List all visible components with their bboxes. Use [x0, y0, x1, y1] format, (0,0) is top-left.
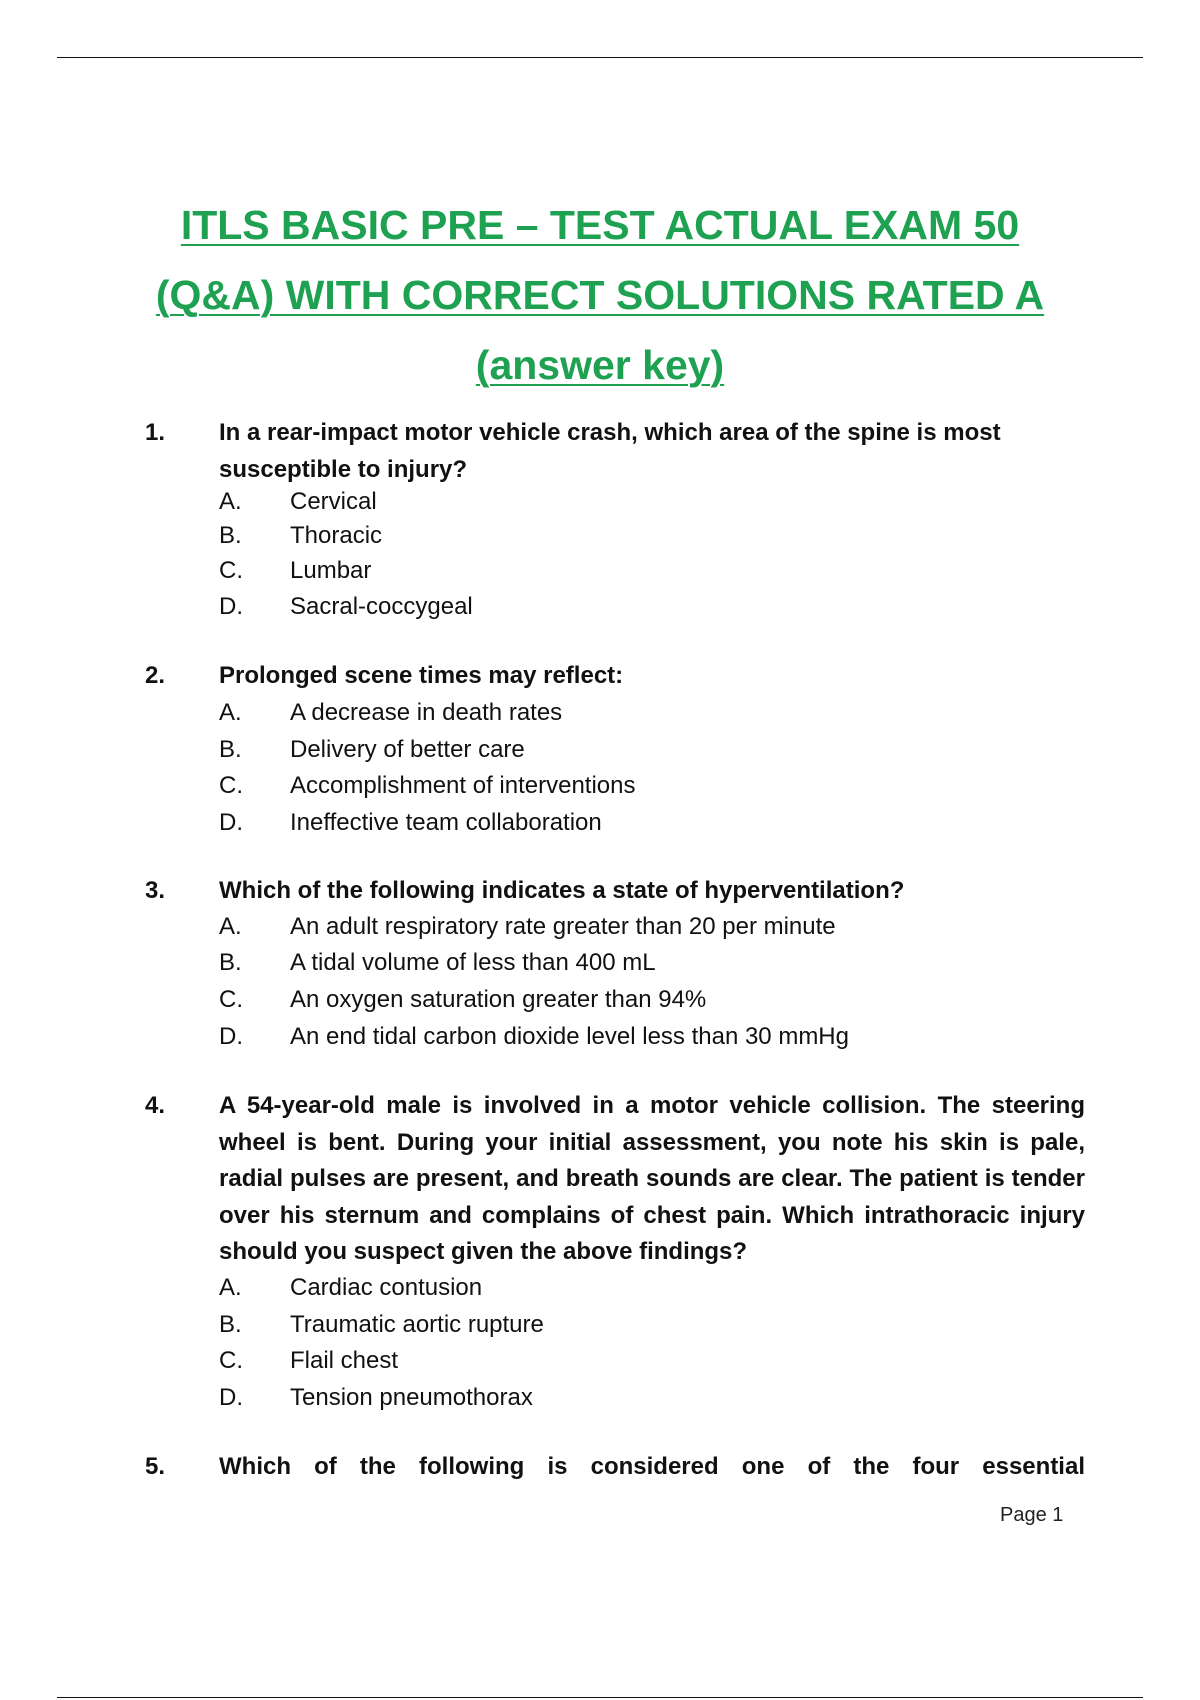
option-text: A decrease in death rates [290, 699, 563, 726]
option-letter: C. [219, 557, 243, 584]
option-d [0, 1019, 1200, 1055]
title-line-3: (answer key) [475, 342, 725, 388]
option-text: A tidal volume of less than 400 mL [290, 949, 656, 976]
option-text: Delivery of better care [290, 736, 525, 763]
option-text: Lumbar [290, 557, 372, 584]
option-text: Tension pneumothorax [290, 1384, 533, 1411]
option-text: Ineffective team collaboration [290, 809, 602, 836]
footer-rule [57, 1697, 1143, 1698]
page-number: Page 1 [1000, 1504, 1064, 1526]
option-text: Flail chest [290, 1347, 399, 1374]
option-a [0, 484, 1200, 520]
option-text: An adult respiratory rate greater than 20 per minute [290, 913, 836, 940]
option-a [0, 909, 1200, 945]
option-letter: B. [219, 1311, 242, 1338]
option-letter: D. [219, 1023, 243, 1050]
title-line-1: ITLS BASIC PRE – TEST ACTUAL EXAM 50 [180, 202, 1020, 248]
option-letter: A. [219, 913, 242, 940]
option-b [0, 732, 1200, 768]
option-letter: A. [219, 1274, 242, 1301]
option-text: Sacral-coccygeal [290, 593, 473, 620]
title-line-2: (Q&A) WITH CORRECT SOLUTIONS RATED A [155, 272, 1045, 318]
option-letter: C. [219, 986, 243, 1013]
question-number: 5. [145, 1453, 166, 1480]
option-letter: B. [219, 736, 242, 763]
question-text: Which of the following indicates a state of hyperventilation? [219, 877, 905, 904]
question-text: Which of the following is considered one of the four essential [219, 1453, 1085, 1480]
option-a [0, 1270, 1200, 1306]
question-number: 3. [145, 877, 166, 904]
option-c [0, 982, 1200, 1018]
option-c [0, 1343, 1200, 1379]
question-number: 4. [145, 1092, 166, 1119]
question-text: In a rear-impact motor vehicle crash, which area of the spine is most susceptible to injury? [219, 419, 1001, 483]
option-text: An end tidal carbon dioxide level less than 30 mmHg [290, 1023, 849, 1050]
option-letter: D. [219, 1384, 243, 1411]
option-text: Accomplishment of interventions [290, 772, 636, 799]
question-number: 2. [145, 662, 166, 689]
option-c [0, 768, 1200, 804]
option-letter: A. [219, 699, 242, 726]
question-text: Prolonged scene times may reflect: [219, 662, 624, 689]
option-text: Traumatic aortic rupture [290, 1311, 544, 1338]
question-text: A 54-year-old male is involved in a motor vehicle collision. The steering wheel is bent. During your initial assessment, you note his skin is pale, radial pulses are present, and breath sounds are clear. The patient is tender over his sternum and complains of chest pain. Which intrathoracic injury should you suspect given the above findings? [219, 1092, 1085, 1265]
option-d [0, 589, 1200, 625]
option-d [0, 1380, 1200, 1416]
option-c [0, 553, 1200, 589]
option-letter: A. [219, 488, 242, 515]
option-letter: B. [219, 949, 242, 976]
option-d [0, 805, 1200, 841]
option-text: Thoracic [290, 522, 383, 549]
option-letter: B. [219, 522, 242, 549]
option-letter: D. [219, 809, 243, 836]
question-number: 1. [145, 419, 166, 446]
option-text: Cervical [290, 488, 377, 515]
option-letter: D. [219, 593, 243, 620]
option-text: Cardiac contusion [290, 1274, 483, 1301]
option-letter: C. [219, 1347, 243, 1374]
option-b [0, 945, 1200, 981]
option-b [0, 1307, 1200, 1343]
option-letter: C. [219, 772, 243, 799]
option-a [0, 695, 1200, 731]
option-text: An oxygen saturation greater than 94% [290, 986, 707, 1013]
option-b [0, 518, 1200, 554]
